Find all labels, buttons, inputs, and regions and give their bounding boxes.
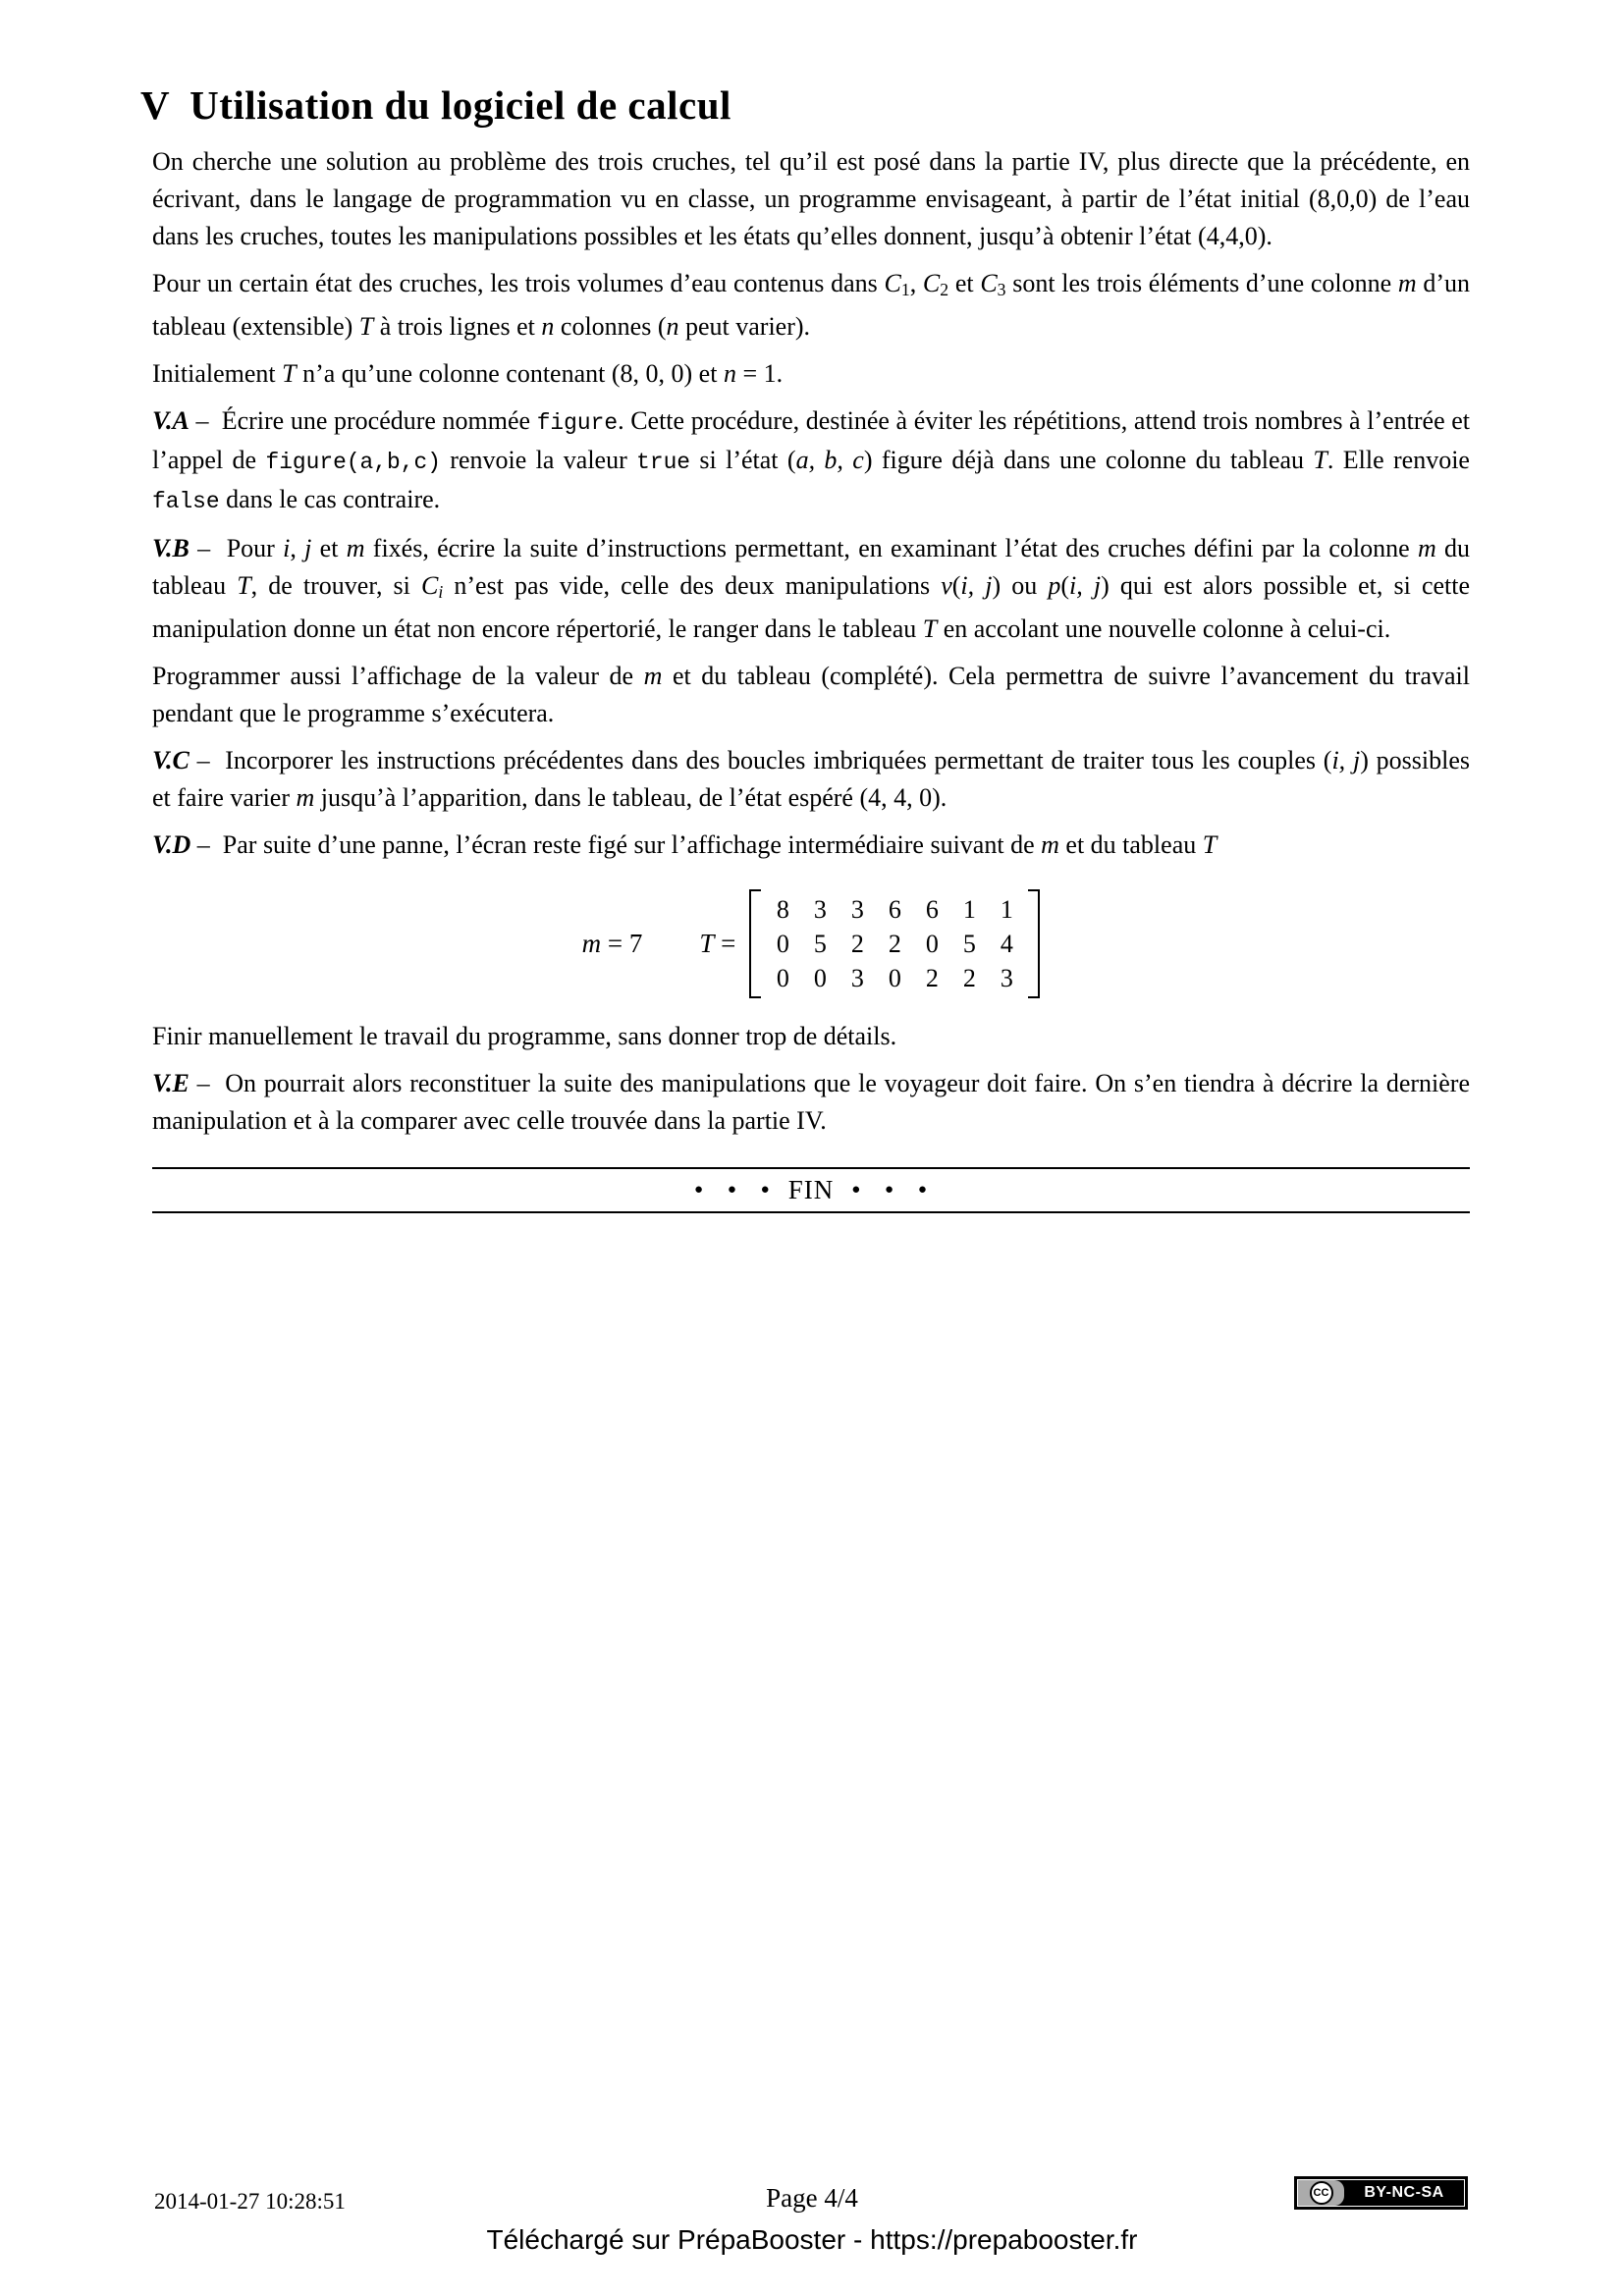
m-value <box>582 929 643 959</box>
matrix-cell: 3 <box>850 963 864 992</box>
math-variable: p <box>1048 570 1061 600</box>
cc-logo-icon: CC <box>1310 2181 1333 2205</box>
paragraph-finish-note <box>152 1018 1470 1055</box>
paragraph-initial-state <box>152 355 1470 393</box>
text-run: Programmer aussi l’affichage de la valeur de <box>152 661 644 690</box>
paragraph-question-vc <box>152 742 1470 817</box>
cc-license-label: BY-NC-SA <box>1364 2184 1444 2201</box>
text-run: et <box>311 533 347 562</box>
matrix-cell: 0 <box>925 929 939 958</box>
text-run: ) possibles et faire varier <box>152 745 1470 812</box>
matrix-grid <box>761 889 1028 998</box>
math-variable: C <box>980 269 998 297</box>
text-run: Pour un certain état des cruches, les trois volumes d’eau contenus dans <box>152 269 885 297</box>
math-variable: m <box>1041 829 1059 859</box>
m-variable: m <box>581 928 602 958</box>
subscript: i <box>438 581 444 602</box>
matrix-cell: 5 <box>813 929 827 958</box>
paragraph-question-vb <box>152 530 1470 648</box>
matrix-cell: 2 <box>850 929 864 958</box>
subscript: 2 <box>940 279 949 299</box>
math-variable: m <box>346 533 365 562</box>
paragraph-intro <box>152 143 1470 255</box>
math-variable: T <box>282 358 297 388</box>
fin-label: FIN <box>787 1174 835 1204</box>
text-run: si l’état ( <box>690 445 796 474</box>
matrix-cell: 3 <box>813 894 827 924</box>
text-run: renvoie la valeur <box>440 445 637 474</box>
t-equals: = <box>714 928 736 958</box>
text-run: peut varier). <box>678 311 811 341</box>
text-run: , <box>290 533 305 562</box>
paragraph-question-ve <box>152 1065 1470 1140</box>
t-label <box>699 929 735 959</box>
text-run: – Pour <box>189 533 284 562</box>
text-run: – Incorporer les instructions précédentes dans des boucles imbriquées permettant de traiter tous les couples ( <box>189 745 1332 774</box>
text-run: . Elle renvoie <box>1326 445 1470 474</box>
code-text: true <box>636 449 691 475</box>
text-run: dans le cas contraire. <box>219 484 441 513</box>
fin-bullets-left: ● ● ● <box>694 1181 771 1198</box>
cc-license-badge-inner <box>1297 2179 1465 2207</box>
text-run: – Par suite d’une panne, l’écran reste figé sur l’affichage intermédiaire suivant de <box>190 829 1042 859</box>
text-run: d’un tableau (extensible) <box>152 269 1471 341</box>
question-label: V.A <box>152 405 189 435</box>
matrix-cell: 0 <box>813 963 827 992</box>
matrix-cell: 0 <box>776 929 789 958</box>
code-text: figure(a,b,c) <box>265 449 441 475</box>
display-equation <box>152 889 1470 998</box>
subscript: 1 <box>900 279 910 299</box>
cc-license-badge <box>1294 2176 1468 2210</box>
math-variable: i, j <box>1331 745 1361 774</box>
text-run: fixés, écrire la suite d’instructions permettant, en examinant l’état des cruches défini par la colonne <box>364 533 1418 562</box>
math-variable: T <box>1202 829 1218 859</box>
question-label: V.C <box>152 745 189 774</box>
math-variable: C <box>922 269 941 297</box>
text-run: sont les trois éléments d’une colonne <box>1005 269 1398 297</box>
text-run: et du tableau <box>1058 829 1203 859</box>
text-run: ( <box>1060 570 1070 600</box>
text-run: , <box>909 269 923 297</box>
matrix-left-bracket <box>749 889 761 998</box>
matrix-cell: 4 <box>1000 929 1013 958</box>
text-run: n’a qu’une colonne contenant (8, 0, 0) et <box>296 358 724 388</box>
text-run: et du tableau (complété). Cela permettra de suivre l’avancement du travail pendant que le programme s’exécutera. <box>152 661 1470 727</box>
text-run: Finir manuellement le travail du programme, sans donner trop de détails. <box>152 1021 897 1050</box>
t-matrix-group <box>699 889 1040 998</box>
m-equals-seven: = 7 <box>601 928 643 958</box>
matrix-cell: 6 <box>925 894 939 924</box>
text-run: colonnes ( <box>554 311 667 341</box>
text-run: du tableau <box>152 533 1471 600</box>
cc-logo-area <box>1298 2180 1344 2206</box>
section-number: V <box>140 82 171 128</box>
matrix-cell: 0 <box>776 963 789 992</box>
text-run: On cherche une solution au problème des trois cruches, tel qu’il est posé dans la partie IV, plus directe que la précédente, en écrivant, dans le langage de programmation vu en classe, un programme envisageant, à partir de l’état initial (8,0,0) de l’eau dans les cruches, toutes les manipulations possibles et les états qu’elles donnent, jusqu’à obtenir l’état (4,4,0). <box>152 147 1470 250</box>
math-variable: n <box>723 358 736 388</box>
paragraph-question-va <box>152 402 1470 520</box>
text-run: n’est pas vide, celle des deux manipulations <box>443 570 942 600</box>
math-variable: m <box>643 661 663 690</box>
code-text: figure <box>536 409 619 436</box>
text-run: ( <box>951 570 961 600</box>
document-content <box>140 82 1471 1213</box>
math-variable: T <box>922 614 938 643</box>
math-variable: m <box>1397 269 1417 297</box>
question-label: V.B <box>152 533 189 562</box>
matrix-cell: 2 <box>888 929 901 958</box>
math-variable: v <box>941 570 952 600</box>
matrix-cell: 2 <box>962 963 976 992</box>
download-stamp: Téléchargé sur PrépaBooster - https://prepabooster.fr <box>486 2224 1138 2255</box>
math-variable: m <box>296 782 315 812</box>
text-run: en accolant une nouvelle colonne à celui-ci. <box>937 614 1391 643</box>
text-run: jusqu’à l’apparition, dans le tableau, de l’état espéré (4, 4, 0). <box>314 782 947 812</box>
matrix-cell: 0 <box>888 963 901 992</box>
matrix <box>749 889 1040 998</box>
paragraph-display-note <box>152 658 1470 732</box>
math-variable: a, b, c <box>795 445 864 474</box>
fin-bullets-right: ● ● ● <box>851 1181 928 1198</box>
math-variable: m <box>1417 533 1436 562</box>
code-text: false <box>152 488 220 514</box>
math-variable: C <box>421 570 439 600</box>
matrix-cell: 6 <box>888 894 901 924</box>
t-variable: T <box>699 928 715 958</box>
math-variable: T <box>237 570 251 600</box>
math-variable: i, j <box>1069 570 1102 600</box>
text-run: = 1. <box>735 358 784 388</box>
text-run: à trois lignes et <box>373 311 542 341</box>
footer-timestamp: 2014-01-27 10:28:51 <box>154 2189 346 2214</box>
footer-page-number: Page 4/4 <box>766 2183 858 2213</box>
text-run: et <box>948 269 981 297</box>
math-variable: C <box>884 269 901 297</box>
math-variable: i <box>283 533 291 562</box>
text-run: – Écrire une procédure nommée <box>189 405 537 435</box>
text-run: , de trouver, si <box>250 570 422 600</box>
math-variable: i, j <box>960 570 993 600</box>
paragraph-table-desc <box>152 265 1470 346</box>
matrix-cell: 3 <box>850 894 864 924</box>
section-heading <box>140 82 1470 128</box>
matrix-right-bracket <box>1028 889 1040 998</box>
text-run: . Cette procédure, destinée à éviter les répétitions, attend trois nombres à l’entrée et l’appel de <box>152 405 1470 474</box>
matrix-cell: 1 <box>1000 894 1013 924</box>
matrix-cell: 3 <box>1000 963 1013 992</box>
section-title: Utilisation du logiciel de calcul <box>189 82 731 128</box>
matrix-cell: 5 <box>962 929 976 958</box>
question-label: V.D <box>152 829 191 859</box>
fin-separator <box>152 1167 1470 1213</box>
question-label: V.E <box>152 1068 189 1097</box>
math-variable: j <box>304 533 312 562</box>
text-run: – On pourrait alors reconstituer la suite des manipulations que le voyageur doit faire. On s’en tiendra à décrire la dernière manipulation et à la comparer avec celle trouvée dans la partie IV. <box>152 1068 1470 1135</box>
text-run: ) figure déjà dans une colonne du tableau <box>863 445 1314 474</box>
matrix-cell: 2 <box>925 963 939 992</box>
matrix-cell: 1 <box>962 894 976 924</box>
text-run: ) ou <box>992 570 1049 600</box>
math-variable: T <box>358 311 374 341</box>
matrix-cell: 8 <box>776 894 789 924</box>
math-variable: T <box>1313 445 1327 474</box>
paragraph-question-vd <box>152 827 1470 864</box>
subscript: 3 <box>997 279 1006 299</box>
text-run: Initialement <box>152 358 283 388</box>
math-variable: n <box>666 311 679 341</box>
math-variable: n <box>541 311 555 341</box>
text-run: ) qui est alors possible et, si cette manipulation donne un état non encore répertorié, le ranger dans le tableau <box>152 570 1471 643</box>
